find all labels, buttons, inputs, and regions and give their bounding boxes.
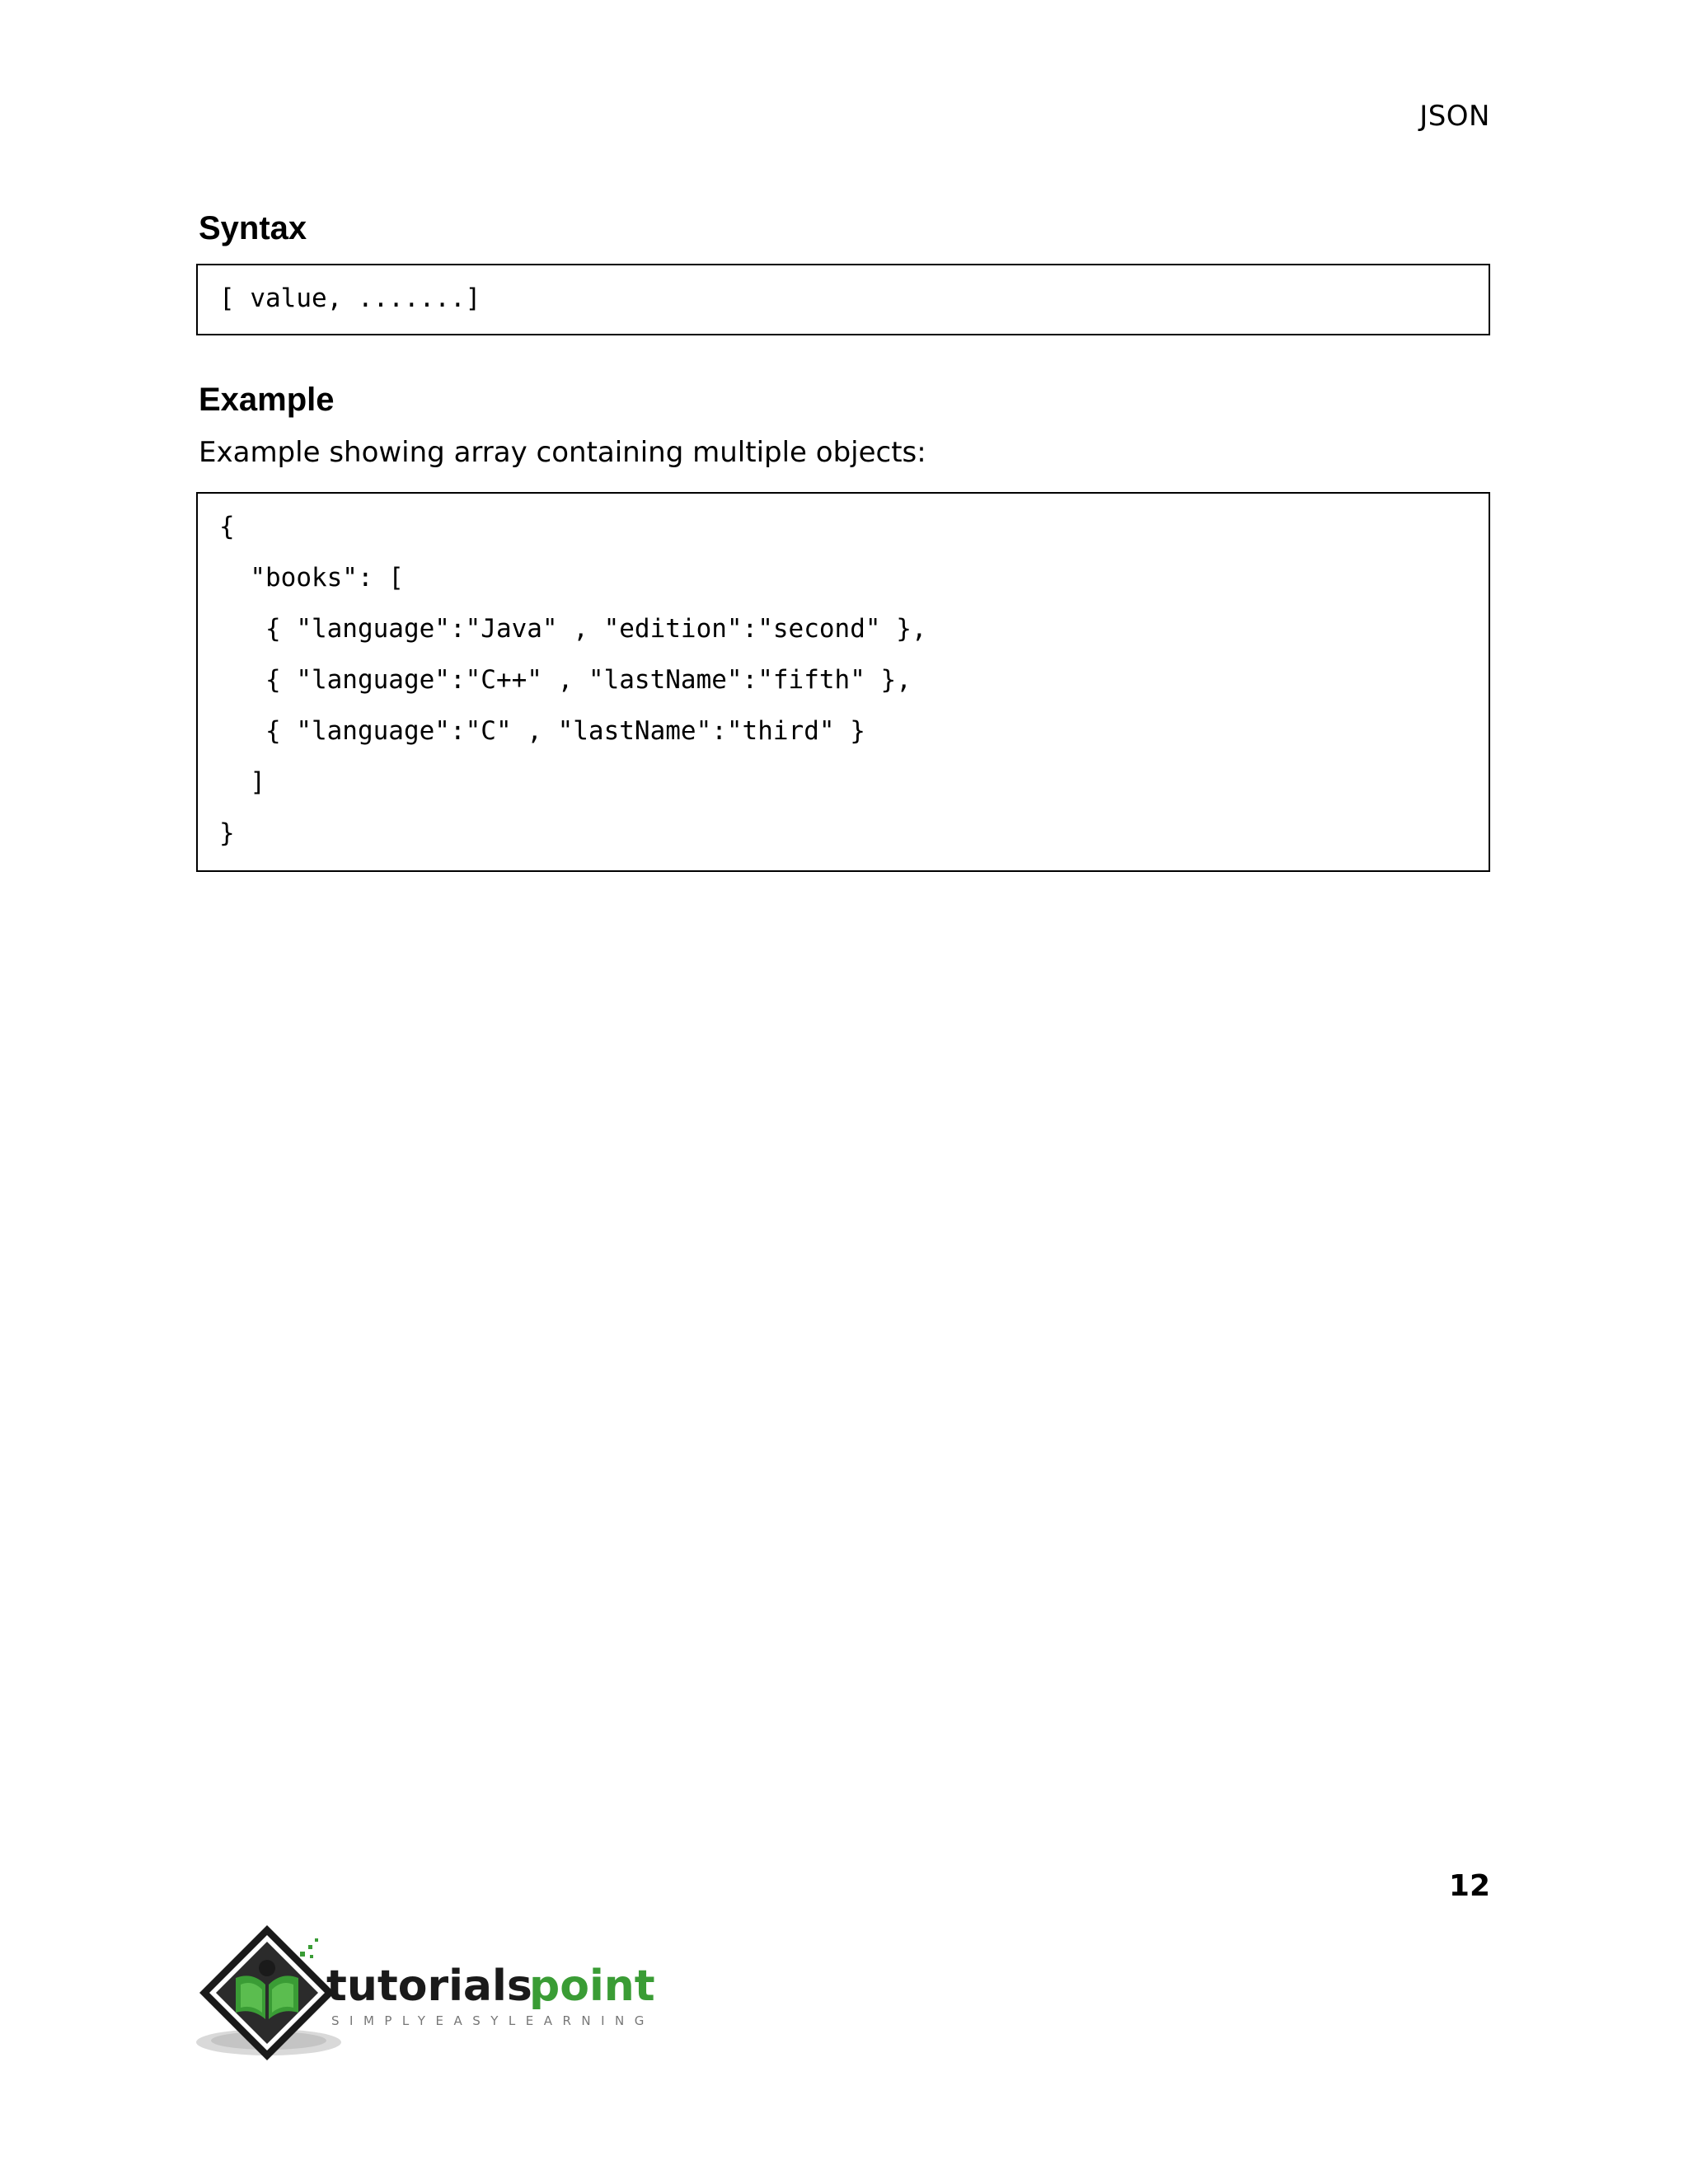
code-line: } (219, 818, 235, 848)
code-line: { (219, 512, 235, 541)
code-line: { "language":"Java" , "edition":"second" }, (219, 614, 927, 644)
code-line: { "language":"C" , "lastName":"third" } (219, 716, 865, 746)
syntax-code-line: [ value, .......] (219, 284, 481, 313)
code-line: { "language":"C++" , "lastName":"fifth" }, (219, 665, 912, 695)
example-code-box (196, 492, 1490, 872)
code-line: ] (219, 767, 265, 797)
logo-name-part2: point (529, 1961, 655, 2011)
logo-name-part1: tutorials (326, 1961, 532, 2011)
logo-tagline: SIMPLYEASYLEARNING (331, 2013, 654, 2028)
syntax-code-box (196, 264, 1490, 335)
page-number: 12 (1448, 1869, 1490, 1903)
syntax-heading: Syntax (199, 210, 307, 246)
code-line: "books": [ (219, 563, 404, 593)
example-description: Example showing array containing multiple objects: (199, 436, 926, 469)
example-heading: Example (199, 382, 335, 418)
tutorialspoint-logo (195, 1920, 673, 2064)
running-header: JSON (1419, 100, 1490, 133)
